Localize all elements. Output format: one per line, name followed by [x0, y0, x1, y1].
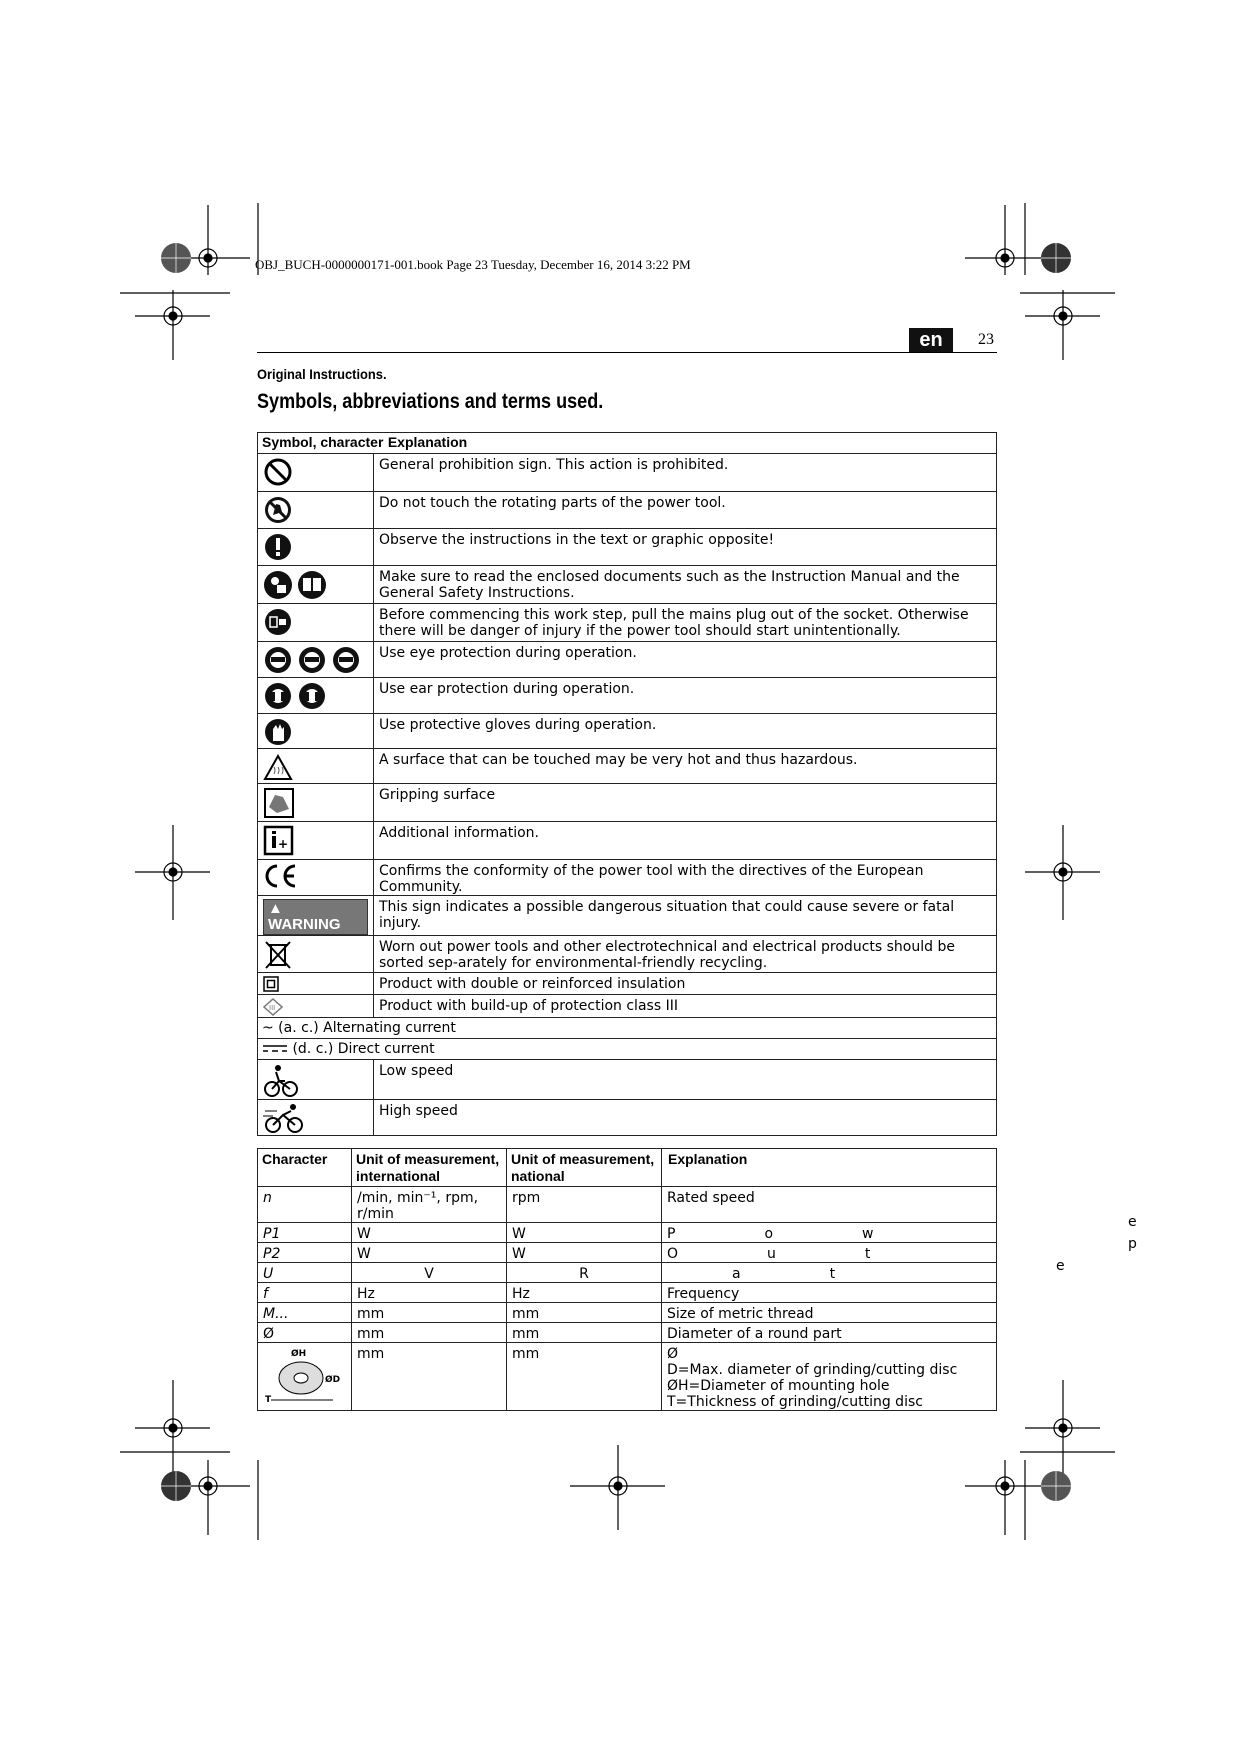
col-header-explanation: Explanation	[387, 434, 468, 450]
table-row: M... mm mm Size of metric thread	[258, 1303, 997, 1323]
prohibition-icon	[263, 457, 293, 487]
page-number: 23	[978, 331, 994, 348]
table-row: f Hz Hz Frequency	[258, 1283, 997, 1303]
stray-letter: e	[1056, 1258, 1065, 1274]
units-table	[257, 1148, 997, 1411]
col-header-unit-national: Unit of measurement, national	[511, 1151, 655, 1184]
eye-protection-icon	[263, 645, 361, 675]
table-row: P1 W W P o w	[258, 1223, 997, 1243]
table-row: n /min, min⁻¹, rpm, r/min rpm Rated speed	[258, 1187, 997, 1223]
col-header-symbol: Symbol, character	[262, 434, 384, 450]
gripping-surface-icon	[263, 787, 295, 819]
col-header-explanation-2: Explanation	[668, 1151, 748, 1167]
high-speed-icon	[263, 1103, 307, 1135]
read-manual-icon	[263, 569, 329, 601]
header-rule	[257, 352, 997, 353]
stray-letter: p	[1128, 1236, 1137, 1252]
svg-text:ØD: ØD	[325, 1375, 341, 1385]
hot-surface-icon	[263, 752, 293, 782]
svg-text:T: T	[265, 1395, 272, 1404]
page-title: Symbols, abbreviations and terms used.	[257, 390, 604, 413]
dc-symbol-icon	[262, 1041, 288, 1055]
table-row: P2 W W O u t	[258, 1243, 997, 1263]
svg-text:+: +	[278, 837, 289, 851]
double-insulation-icon	[263, 976, 283, 992]
dc-row: (d. c.) Direct current	[292, 1041, 435, 1057]
info-icon	[263, 825, 295, 857]
weee-bin-icon	[263, 939, 293, 971]
warning-label: ▲ WARNING	[263, 899, 368, 935]
disc-dimensions-diagram	[263, 1346, 343, 1404]
unplug-icon	[263, 607, 293, 637]
symbol-cell	[258, 454, 374, 492]
col-header-character: Character	[262, 1151, 328, 1167]
language-badge-label: en	[919, 329, 943, 351]
gloves-icon	[263, 717, 293, 747]
no-touch-rotating-icon	[263, 495, 293, 525]
table-row: ØH ØD T mm mm Ø D=Max. diameter of grinding/cutting disc ØH=Diameter of mounting hole T=Thickness of grinding/cutting disc	[258, 1343, 997, 1411]
document-subtitle: Original Instructions.	[257, 366, 387, 382]
table-row: Ø mm mm Diameter of a round part	[258, 1323, 997, 1343]
svg-text:ØH: ØH	[291, 1349, 307, 1359]
exclamation-icon	[263, 532, 293, 562]
language-badge	[909, 328, 953, 352]
svg-text:III: III	[269, 1004, 276, 1012]
ac-row: ~ (a. c.) Alternating current	[258, 1018, 997, 1039]
print-info-line: OBJ_BUCH-0000000171-001.book Page 23 Tuesday, December 16, 2014 3:22 PM	[255, 257, 691, 272]
ear-protection-icon	[263, 681, 327, 711]
protection-class-3-icon	[263, 998, 283, 1016]
stray-letter: e	[1128, 1214, 1137, 1230]
ce-mark-icon	[263, 863, 299, 889]
disc-symbol: Ø	[667, 1346, 679, 1362]
col-header-unit-international: Unit of measurement, international	[356, 1151, 500, 1184]
table-row: U V R a t	[258, 1263, 997, 1283]
warning-label-text: WARNING	[268, 916, 341, 933]
low-speed-icon	[263, 1063, 299, 1099]
explanation-cell: General prohibition sign. This action is prohibited.	[374, 454, 997, 492]
symbols-table: Symbol, character Explanation General prohibition sign. This action is prohibited. Do not touch the rotating parts of the power tool. Observe the instructions in the text or graphic opposite! Make sure to read the enclosed documents such as the Instruction Manual and the General Safety Instructions. Before commencing this work step, pull the mains plug out of the socket. Otherwise there will be danger of injury if the power tool should start unintentionally. Use eye protection during operation. Use ear protection during operation. Use protective gloves during operation. A surface that can be touched may be very hot and thus hazardous. Gripping surface + Additional information. Confirms the conformity of the power tool with the directives of the European Community. ▲ WARNING This sign indicates a possible dangerous situation that could cause severe or fatal injury. Worn out power tools and other electrotechnical and electrical products should be sorted sep-arately for environmental-friendly recycling. Product with double or reinforced insulation III Product with build-up of protection class III ~ (a. c.) Alternating current (d. c.) Direct current Low speed High speed	[257, 432, 997, 1136]
